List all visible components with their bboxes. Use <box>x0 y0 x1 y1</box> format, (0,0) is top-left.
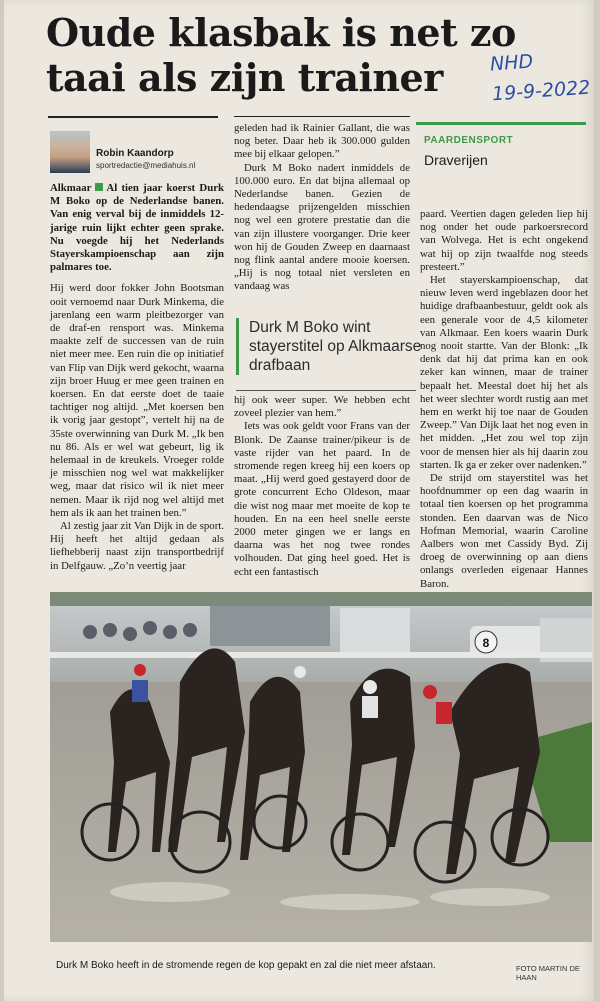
pull-quote: Durk M Boko wint stayerstitel op Alkmaarse drafbaan <box>236 318 425 375</box>
column-1 <box>50 182 224 573</box>
section-accent-bar <box>416 122 586 125</box>
body-paragraph: hij ook weer super. We hebben echt zoveel plezier van hem.” <box>234 394 410 420</box>
newspaper-page <box>4 0 594 1001</box>
author-email: sportredactie@mediahuis.nl <box>96 161 196 170</box>
body-paragraph: Iets was ook geldt voor Frans van der Blonk. De Zaanse trainer/pikeur is de vaste rijder van het paard. In de stromende regen kreeg hij een koers op maat. „Hij werd goed gestayerd door de grote concurrent Echo Oldeson, maar die wist nog maar met moeite de kop te houden. En na een heel snelle eerste 2000 meter gingen we er langs en daarna was het nog twee rondes volhouden. Dat ging heel goed. Het is echt een fantastisch <box>234 420 410 578</box>
dateline: Alkmaar <box>50 182 92 194</box>
lede-text: Al tien jaar koerst Durk M Boko op de Nederlandse banen. Van enig verval bij de inmiddels 12-jarige ruin lijkt echter geen sprake. Nu voegde hij het Nederlands Stayerskampioenschap aan zijn palmares toe. <box>50 182 224 274</box>
handwritten-date: 19-9-2022 <box>491 76 591 106</box>
photo-caption: Durk M Boko heeft in de stromende regen de kop gepakt en zal die niet meer afstaan. <box>56 960 436 971</box>
author-photo <box>50 131 90 173</box>
column-rule <box>234 116 410 117</box>
body-paragraph: Hij werd door fokker John Bootsman ooit vernoemd naar Durk Minkema, die jarenlang een warm pleitbezorger van de draf-en rensport was. Minkema maakte zelf de successen van de ruin niet meer mee. Een ruin die op initiatief van Flip van Dijk werd gekocht, waarna zijn broer Huug er mee geen trainen en koersen. En dat eerste doet de taaie tachtiger nog altijd. „Met koersen ben ik vorig jaar gestopt”, vertelt hij na de 35ste overwinning van Durk M. „Ik ben nu 86. Als er wel wat gebeurt, lig ik helemaal in de kreukels. Vroeger rolde je misschien nog wel wat makkelijker weg, maar dat risico wil ik niet meer nemen. Maar ik rijd nog wel altijd met hem als ik aan het trainen ben.” <box>50 282 224 519</box>
race-bib-number: 8 <box>482 636 490 650</box>
author-rule <box>48 116 218 118</box>
pull-quote-rule <box>236 390 416 391</box>
body-paragraph: Durk M Boko nadert inmiddels de 100.000 euro. En dat bijna allemaal op Nederlandse banen. Gezien de hedendaagse prijzengelden misschien nog wel een grotere prestatie dan die van zijn illustere voorganger. Drie keer won hij de Gouden Zweep en daarnaast nog flink aantal andere mooie koersen. „Hij is nog totaal niet versleten en vandaag was <box>234 161 410 293</box>
body-paragraph: paard. Veertien dagen geleden liep hij nog onder het oude parkoersrecord van Wolvega. Het is echt ongekend wat hij op zijn twaalfde nog steeds presteert.” <box>420 208 588 273</box>
section-label: PAARDENSPORT <box>424 135 514 146</box>
harness-race-illustration <box>50 592 592 942</box>
dateline-square-icon <box>95 183 103 191</box>
body-paragraph: Al zestig jaar zit Van Dijk in de sport. Hij heeft het altijd gedaan als liefhebberij naast zijn transportbedrijf in Delfgauw. „Zo’n veertig jaar <box>50 520 224 572</box>
handwritten-source: NHD <box>489 50 534 76</box>
body-paragraph: Het stayerskampioenschap, dat nieuw leven werd ingeblazen door het huidige drafbaanbestuur, geldt ook als een generale voor de 4,5 kilometer van Alkmaar. Een koers waarin Durk nog nooit startte. Van der Blonk: „Ik denk dat hij dat prima kan en ook zeker kan winnen, maar de trainer bepaalt het. Meestal doet hij het als het weer slechter wordt rustig aan met hem en werkt hij toe naar de Gouden Zweep.” Van Dijk laat het nog even in het midden. „Het zou wel top zijn voor de mensen hier als hij daarin zou starten. Ik ga er zeker over nadenken.” <box>420 274 588 471</box>
photo-credit: FOTO MARTIN DE HAAN <box>516 964 580 982</box>
lede-paragraph <box>50 182 224 274</box>
subsection-label: Draverijen <box>424 152 488 168</box>
race-photo <box>50 592 592 942</box>
column-2-bottom <box>234 394 410 579</box>
column-2-top <box>234 122 410 294</box>
body-paragraph: De strijd om stayerstitel was het hoofdnummer op een dag waarin in totaal tien koersen op het programma stonden. Een daarvan was de Nico Hofman Memorial, waarin Caroline Aalbers won met Cassidy Byd. Zij droeg de overwinning op aan diens onlangs overleden eigenaar Hannes Baron. <box>420 472 588 590</box>
headline: Oude klasbak is net zo taai als zijn trainer <box>46 10 516 100</box>
author-name: Robin Kaandorp <box>96 148 174 159</box>
column-3 <box>420 208 588 591</box>
body-paragraph: geleden had ik Rainier Gallant, die was nog beter. Daar heb ik 300.000 gulden mee bij elkaar gelopen.” <box>234 122 410 161</box>
